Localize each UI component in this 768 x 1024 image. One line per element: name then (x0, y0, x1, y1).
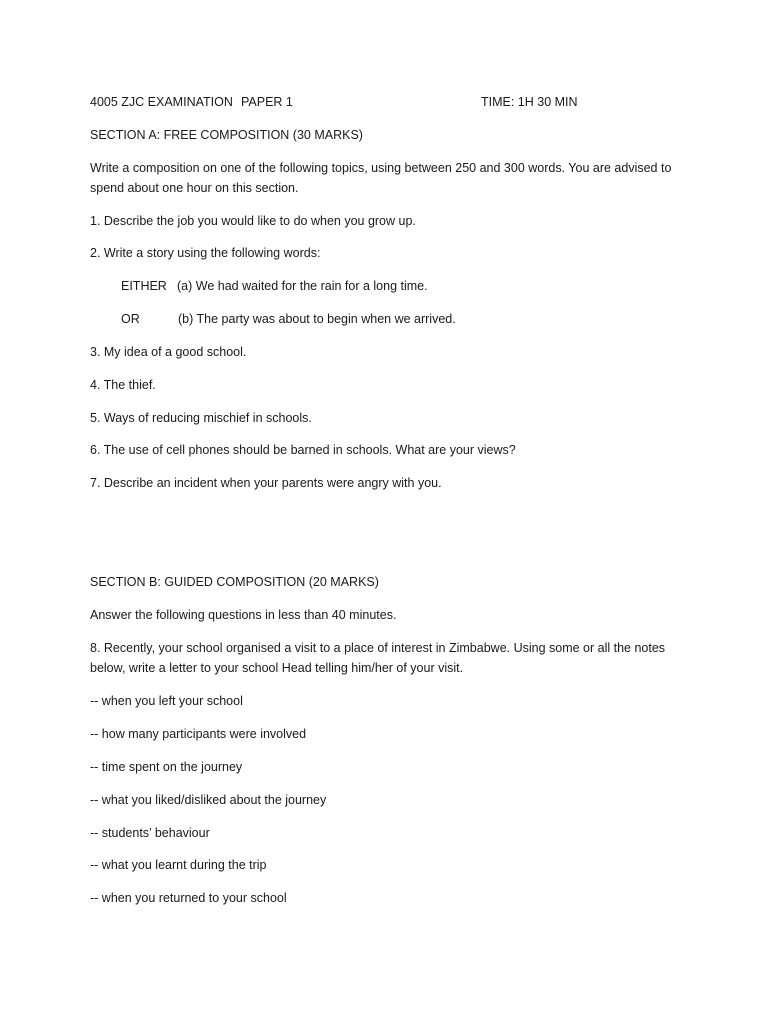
section-b-instructions: Answer the following questions in less than 40 minutes. (90, 608, 397, 622)
question-7: 7. Describe an incident when your parents were angry with you. (90, 476, 442, 490)
question-3: 3. My idea of a good school. (90, 345, 247, 359)
note-item: -- what you liked/disliked about the journey (90, 793, 327, 807)
question-1: 1. Describe the job you would like to do when you grow up. (90, 214, 416, 228)
either-label: EITHER (121, 279, 167, 293)
note-item: -- when you returned to your school (90, 891, 287, 905)
question-2: 2. Write a story using the following words: (90, 246, 321, 260)
time-allowed: TIME: 1H 30 MIN (481, 95, 578, 109)
question-6: 6. The use of cell phones should be barned in schools. What are your views? (90, 443, 516, 457)
exam-title: 4005 ZJC EXAMINATION (90, 95, 233, 109)
note-item: -- time spent on the journey (90, 760, 243, 774)
or-label: OR (121, 312, 140, 326)
note-item: -- what you learnt during the trip (90, 858, 267, 872)
paper-label: PAPER 1 (241, 95, 293, 109)
question-4: 4. The thief. (90, 378, 156, 392)
question-5: 5. Ways of reducing mischief in schools. (90, 411, 312, 425)
note-item: -- how many participants were involved (90, 727, 307, 741)
note-item: -- students’ behaviour (90, 826, 210, 840)
option-b-text: (b) The party was about to begin when we arrived. (178, 312, 456, 326)
section-a-title: SECTION A: FREE COMPOSITION (30 MARKS) (90, 128, 363, 142)
question-8: 8. Recently, your school organised a visit to a place of interest in Zimbabwe. Using some or all the notes below, write a letter to your school Head telling him/her of your visit. (90, 641, 666, 675)
option-a-text: (a) We had waited for the rain for a long time. (177, 279, 428, 293)
note-item: -- when you left your school (90, 694, 243, 708)
section-b-title: SECTION B: GUIDED COMPOSITION (20 MARKS) (90, 575, 379, 589)
section-a-instructions: Write a composition on one of the following topics, using between 250 and 300 words. You are advised to spend about one hour on this section. (90, 161, 672, 195)
